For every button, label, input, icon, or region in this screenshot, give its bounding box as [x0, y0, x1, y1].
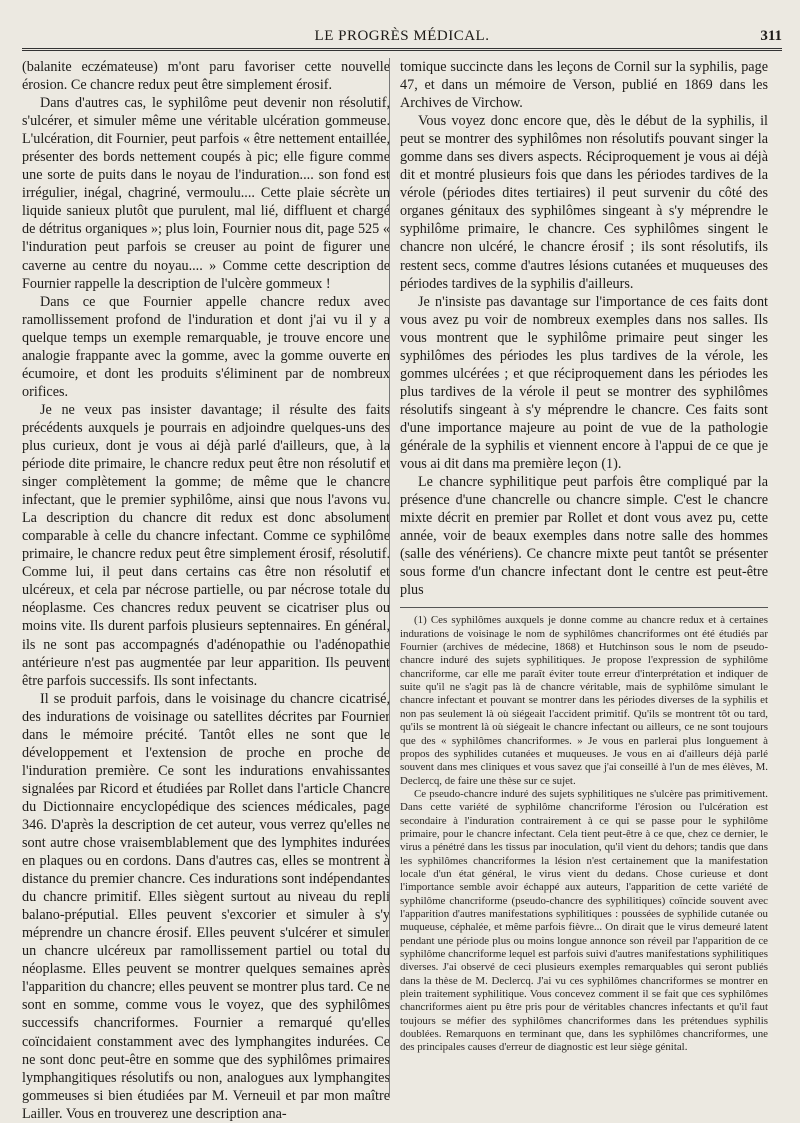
paragraph: tomique succincte dans les leçons de Cornil sur la syphilis, page 47, et dans un mémoire de Verson, publié en 1869 dans les Archives de Virchow.	[400, 59, 768, 112]
column-divider	[389, 58, 390, 1098]
page-number: 311	[760, 28, 782, 44]
paragraph: Je ne veux pas insister davantage; il résulte des faits précédents auxquels je pourrais en adjoindre quelques-uns des plus curieux, dont je vous ai déjà parlé d'ailleurs, que, à la période dite primaire, le chancre redux peut être non résolutif et singer complètement la gomme; de même que le chancre infectant, que le premier syphilôme, ainsi que nous l'avons vu. La description du chancre dit redux est donc absolument comparable à celle du chancre infectant. Comme ce syphilôme primaire, le chancre redux peut être simplement érosif, résolutif. Comme lui, il peut dans certains cas être non résolutif et ulcéreux, et cela par nécrose partielle, ou par nécrose totale du néoplasme. Ces chancres redux peuvent se cicatriser plus ou moins vite. Ils durent parfois plusieurs septennaires. En général, ils ne sont pas accompagnés d'adénopathie ou l'adénopathie antérieure n'est pas augmentée par leur apparition. Ils peuvent être parfois successifs. Ils sont infectants.	[22, 401, 390, 689]
paragraph: Le chancre syphilitique peut parfois être compliqué par la présence d'une chancrelle ou chancre simple. C'est le chancre mixte décrit en premier par Rollet et dont vous avez pu, cette année, voir de beaux exemples dans notre salle des hommes (salle des vénériens). Ce chancre mixte peut tantôt se présenter sous forme d'un chancre infectant dont le centre est peut-être plus	[400, 474, 768, 599]
paragraph: Dans ce que Fournier appelle chancre redux avec ramollissement profond de l'induration et dont j'ai vu il y a quelque temps un exemple remarquable, je trouve encore une analogie frappante avec la gomme, avec la gomme ouverte en écumoire, et dont les produits s'éliminent par de nombreux orifices.	[22, 293, 390, 400]
paragraph: (balanite eczémateuse) m'ont paru favoriser cette nouvelle érosion. Ce chancre redux peut être simplement érosif.	[22, 59, 390, 94]
running-title: LE PROGRÈS MÉDICAL.	[314, 28, 490, 44]
footnotes	[400, 614, 768, 1054]
footnote: Ce pseudo-chancre induré des sujets syphilitiques ne s'ulcère pas primitivement. Dans cette variété de syphilôme chancriforme l'érosion ou l'ulcération est secondaire à l'induration contrairement à ce qui se passe pour le syphilôme primaire, pour le chancre infectant. Cela tient peut-être à ce que, chez ce dernier, le virus a pénétré dans les tissus par inoculation, qu'il vient du dehors; tandis que dans les syphilômes chancriformes la lésion n'est certainement que la manifestation locale d'un état général, le virus vient du dedans. Chose curieuse et dont l'importance semble avoir échappé aux auteurs, l'apparition de cette variété de syphilôme chancriforme (pseudo-chancre des syphilitiques) coïncide souvent avec l'apparition d'autres manifestations syphilitiques : poussées de syphilide cutanée ou muqueuse, céphalée, et même parfois fièvre... On dirait que le virus demeuré latent pendant une période plus ou moins longue annonce son réveil par l'apparition de ce syphilôme chancriforme lequel est parfois suivi d'autres manifestations syphilitiques diverses. J'ai observé de ceci plusieurs exemples remarquables qui seront publiés dans la thèse de M. Declercq. J'ai vu ces syphilômes chancriformes se montrer en plein traitement syphilitique. Vous concevez comment il se fait que ces syphilômes chancriformes aient pu être pris pour de véritables chancres infectants et qu'il faut toujours se méfier des syphilômes chancriformes dans les prétendues syphilis doublées. Remarquons en terminant que, dans les syphilômes chancriformes, une des principales causes d'erreur de diagnostic est leur siège génital.	[400, 787, 768, 1054]
footnote-rule	[400, 607, 768, 608]
paragraph: Vous voyez donc encore que, dès le début de la syphilis, il peut se montrer des syphilômes non résolutifs pouvant singer la gomme dans ses divers aspects. Réciproquement je vous ai déjà dit et montré plusieurs fois que dans les périodes tardives de la vérole (périodes dites tertiaires) il peut survenir du côté des organes génitaux des syphilômes singeant à s'y méprendre le syphilôme primaire, le chancre. Ces syphilômes singent le chancre non ulcéré, le chancre érosif ; ils sont résolutifs, ils restent secs, comme d'autres lésions cutanées et muqueuses des périodes tardives de la syphilis d'ailleurs.	[400, 113, 768, 292]
page-header	[22, 14, 782, 48]
paragraph: Dans d'autres cas, le syphilôme peut devenir non résolutif, s'ulcérer, et simuler même une véritable ulcération gommeuse. L'ulcération, dit Fournier, peut parfois « être nettement entaillée, présenter des bords nettement coupés à pic; elle figure comme une sorte de puits dans le noyau de l'induration.... son fond est irrégulier, inégal, chagriné, vermoulu.... Cette plaie sécrète un liquide sanieux plutôt que purulent, mal lié, diffluent et chargé de détritus organiques »; plus loin, Fournier nous dit, page 525 « l'induration peut parfois se creuser au point de figurer une caverne au centre du noyau.... » Comme cette description de Fournier rappelle la description de l'ulcère gommeux !	[22, 95, 390, 292]
right-column	[400, 58, 768, 1055]
left-column	[22, 58, 390, 1123]
paragraph: Je n'insiste pas davantage sur l'importance de ces faits dont vous avez pu voir de nombreux exemples dans nos salles. Ils vous montrent que le syphilôme primaire peut singer les syphilômes des périodes les plus tardives de la vérole, les gommes ulcérées ; et que réciproquement dans les périodes les plus tardives de la vérole il peut se montrer des syphilômes résolutifs singeant à s'y méprendre le chancre. Ces faits sont d'une importance majeure au point de vue de la pathologie générale de la syphilis et viennent encore à l'appui de ce que je vous ai dit dans ma première leçon (1).	[400, 293, 768, 473]
header-rule	[22, 48, 782, 51]
footnote: (1) Ces syphilômes auxquels je donne comme au chancre redux et à certaines indurations de voisinage le nom de syphilômes chancriformes ont été étudiés par Fournier (archives de médecine, 1868) et Hutchinson sous le nom de pseudo-chancre induré des sujets syphilitiques. Je propose l'expression de syphilôme chancriforme, car elle me paraît éviter toute erreur d'interprétation et indiquer de suite qu'il ne s'agit pas là de chancre véritable, mais de syphilôme simulant le chancre infectant et pouvant se montrer dans les périodes diverses de la syphilis et non pas seulement là où siégeait l'accident primitif. Qu'ils se montrent tôt ou tard, qu'ils se montrent là où siégeait le chancre infectant ou ailleurs, ce ne sont toujours que des « syphilômes chancriformes. » Je vous en parlerai plus longuement à propos des syphilides cutanées et muqueuses. Je vous en ai d'ailleurs déjà parlé souvent dans mes cliniques et vous savez que j'ai conseillé à l'un de mes élèves, M. Declercq, de faire une thèse sur ce sujet.	[400, 614, 768, 787]
paragraph: Il se produit parfois, dans le voisinage du chancre cicatrisé, des indurations de voisinage ou satellites décrites par Fournier dans le mémoire précité. Tantôt elles ne sont que le développement et l'extension de proche en proche de l'induration première. Ce sont les indurations envahissantes signalées par Ricord et étudiées par Rollet dans l'article Chancre du Dictionnaire encyclopédique des sciences médicales, page 346. D'après la description de cet auteur, vous verrez qu'elles ne sont autre chose vraisemblablement que des lymphites indurées en plaques ou en cordons. Dans d'autres cas, elles se montrent à distance du premier chancre. Ces indurations sont indépendantes du chancre primitif. Elles siègent surtout au niveau du repli balano-préputial. Elles peuvent s'excorier et simuler à s'y méprendre un chancre érosif. Elles peuvent s'ulcérer et simuler un chancre ulcéreux par ramollissement partiel ou total du néoplasme. Elles peuvent se montrer quelques semaines après l'apparition du chancre; elles peuvent se montrer plus tard. Ce ne sont en somme, comme vous le voyez, que des syphilômes successifs chancriformes. Fournier a remarqué qu'elles coïncidaient constamment avec des lymphangites indurées. Ce ne sont donc peut-être en somme que des syphilômes primaires lymphangitiques résolutifs ou non, analogues aux lymphangites gommeuses si bien étudiées par M. Verneuil et par mon maître Lailler. Vous en trouverez une description ana-	[22, 690, 390, 1122]
